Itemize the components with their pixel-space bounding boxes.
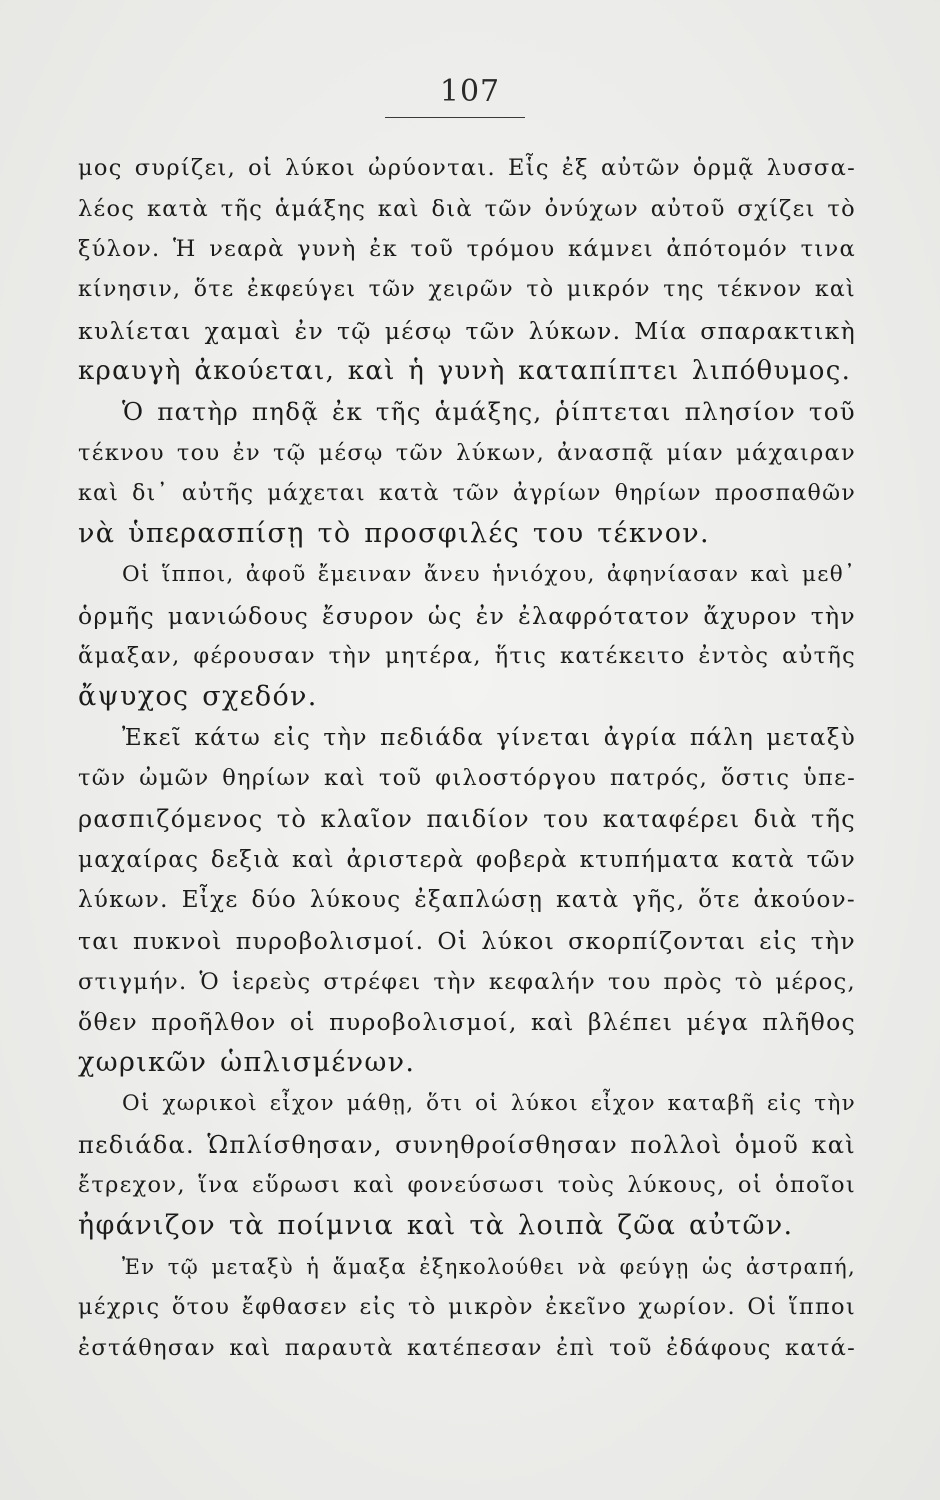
text-line: κυλίεται χαμαὶ ἐν τῷ μέσῳ τῶν λύκων. Μία σπαρακτικὴ <box>78 316 856 345</box>
text-line: Ἐν τῷ μεταξὺ ἡ ἅμαξα ἐξηκολούθει νὰ φεύγῃ ὡς ἀστραπή, <box>122 1254 856 1279</box>
text-line: καὶ δι᾿ αὐτῆς μάχεται κατὰ τῶν ἀγρίων θηρίων προσπαθῶν <box>78 480 856 506</box>
text-line: ἐστάθησαν καὶ παραυτὰ κατέπεσαν ἐπὶ τοῦ ἐδάφους κατά- <box>78 1334 856 1361</box>
text-line: ὅθεν προῆλθον οἱ πυροβολισμοί, καὶ βλέπει μέγα πλῆθος <box>78 1008 856 1037</box>
text-line: πεδιάδα. Ὡπλίσθησαν, συνηθροίσθησαν πολλοὶ ὁμοῦ καὶ <box>78 1130 856 1159</box>
text-line: στιγμήν. Ὁ ἱερεὺς στρέφει τὴν κεφαλήν του πρὸς τὸ μέρος, <box>78 968 856 995</box>
text-line: λέος κατὰ τῆς ἁμάξης καὶ διὰ τῶν ὀνύχων αὐτοῦ σχίζει τὸ <box>78 195 856 222</box>
text-line: Ἐκεῖ κάτω εἰς τὴν πεδιάδα γίνεται ἀγρία πάλη μεταξὺ <box>122 724 856 751</box>
text-line: μος συρίζει, οἱ λύκοι ὠρύονται. Εἷς ἐξ αὐτῶν ὁρμᾷ λυσσα- <box>78 155 856 181</box>
text-line: χωρικῶν ὡπλισμένων. <box>78 1047 416 1079</box>
text-line: Οἱ χωρικοὶ εἶχον μάθῃ, ὅτι οἱ λύκοι εἶχον καταβῆ εἰς τὴν <box>122 1090 856 1116</box>
text-line: μέχρις ὅτου ἔφθασεν εἰς τὸ μικρὸν ἐκεῖνο χωρίον. Οἱ ἵπποι <box>78 1294 856 1321</box>
text-line: Οἱ ἵπποι, ἀφοῦ ἔμειναν ἄνευ ἡνιόχου, ἀφηνίασαν καὶ μεθ᾿ <box>122 561 856 587</box>
text-line: κίνησιν, ὅτε ἐκφεύγει τῶν χειρῶν τὸ μικρόν της τέκνον καὶ <box>78 277 856 303</box>
text-line: τῶν ὠμῶν θηρίων καὶ τοῦ φιλοστόργου πατρός, ὅστις ὑπε- <box>78 765 856 792</box>
text-line: Ὁ πατὴρ πηδᾷ ἐκ τῆς ἁμάξης, ῥίπτεται πλησίον τοῦ <box>122 397 856 427</box>
text-line: λύκων. Εἶχε δύο λύκους ἐξαπλώσῃ κατὰ γῆς, ὅτε ἀκούον- <box>78 887 856 914</box>
header-rule <box>385 117 525 118</box>
text-line: νὰ ὑπερασπίσῃ τὸ προσφιλές του τέκνον. <box>78 518 710 550</box>
text-line: ἄψυχος σχεδόν. <box>78 680 318 712</box>
text-line: ἔτρεχον, ἵνα εὕρωσι καὶ φονεύσωσι τοὺς λύκους, οἱ ὁποῖοι <box>78 1172 856 1199</box>
text-line: ρασπιζόμενος τὸ κλαῖον παιδίον του καταφέρει διὰ τῆς <box>78 805 856 833</box>
text-line: ἠφάνιζον τὰ ποίμνια καὶ τὰ λοιπὰ ζῶα αὐτῶν. <box>78 1209 794 1241</box>
text-line: τέκνου του ἐν τῷ μέσῳ τῶν λύκων, ἀνασπᾷ μίαν μάχαιραν <box>78 439 856 466</box>
body-text <box>78 148 856 1369</box>
text-line: ὁρμῆς μανιώδους ἔσυρον ὡς ἐν ἐλαφρότατον ἄχυρον τὴν <box>78 601 856 630</box>
text-line: ἅμαξαν, φέρουσαν τὴν μητέρα, ἥτις κατέκειτο ἐντὸς αὐτῆς <box>78 643 856 670</box>
text-line: ται πυκνοὶ πυροβολισμοί. Οἱ λύκοι σκορπίζονται εἰς τὴν <box>78 927 856 956</box>
text-line: ξύλον. Ἡ νεαρὰ γυνὴ ἐκ τοῦ τρόμου κάμνει ἀπότομόν τινα <box>78 236 856 263</box>
text-line: κραυγὴ ἀκούεται, καὶ ἡ γυνὴ καταπίπτει λιπόθυμος. <box>78 356 852 387</box>
page-number: 107 <box>439 74 501 109</box>
text-line: μαχαίρας δεξιὰ καὶ ἀριστερὰ φοβερὰ κτυπήματα κατὰ τῶν <box>78 846 856 873</box>
